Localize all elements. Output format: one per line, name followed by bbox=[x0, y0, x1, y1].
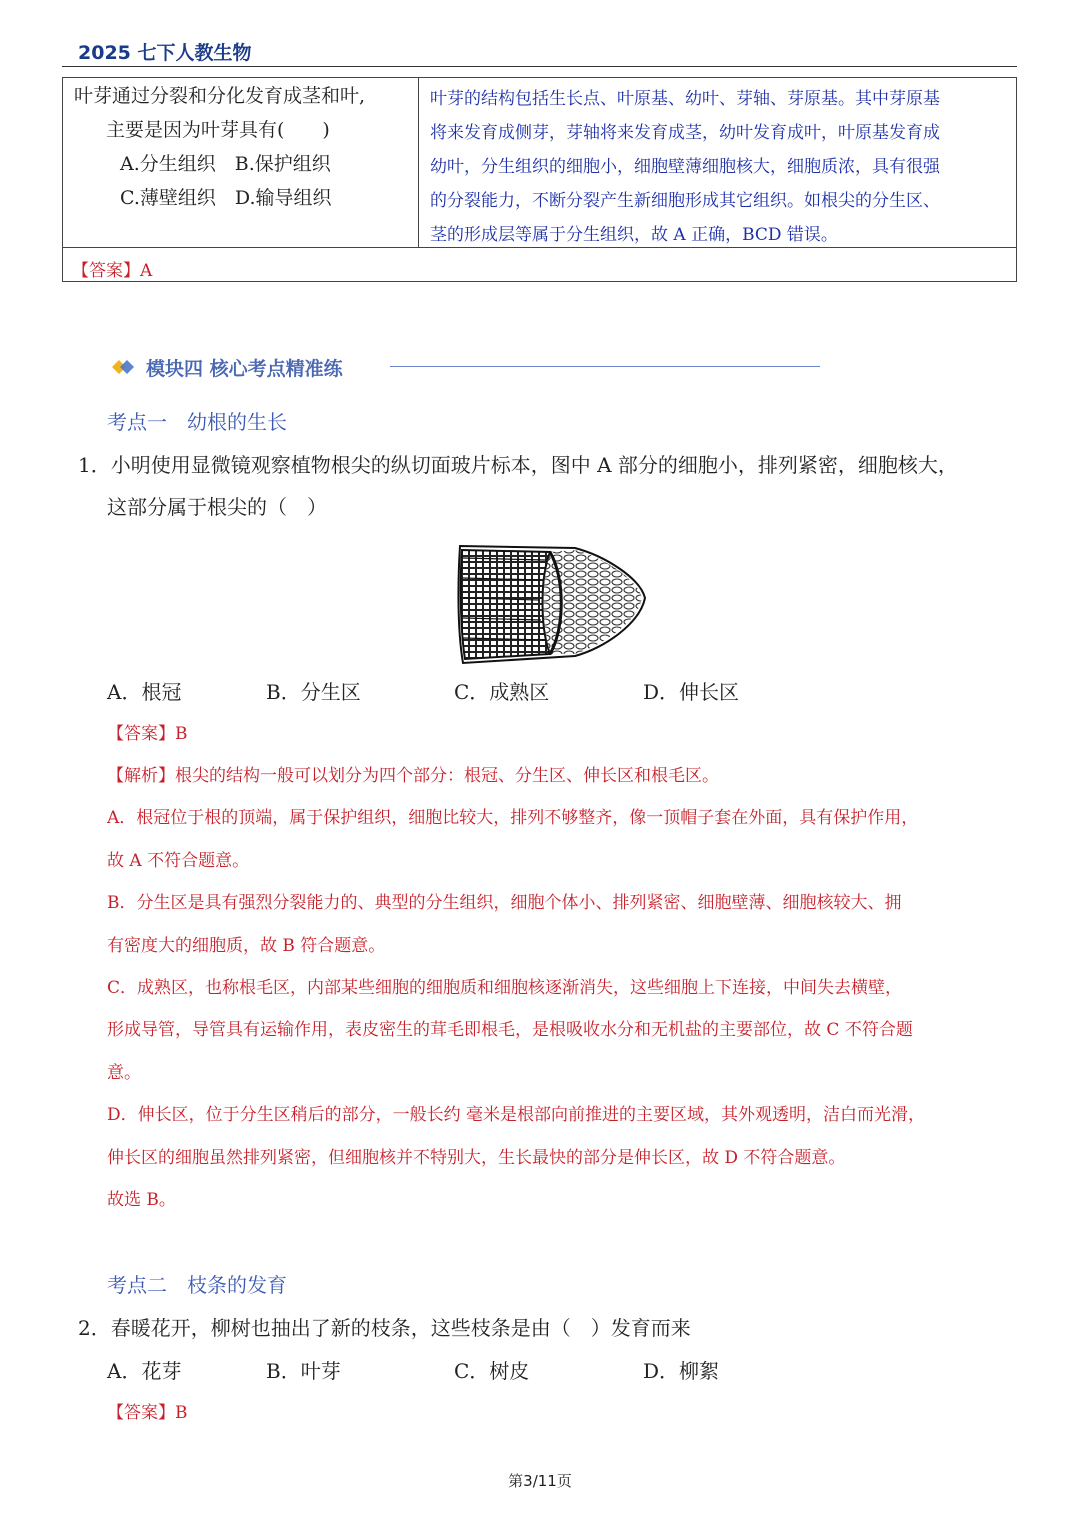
table-explanation-line-1: 叶芽的结构包括生长点、叶原基、幼叶、芽轴、芽原基。其中芽原基 bbox=[430, 89, 940, 109]
q1-explanation-line-6: C．成熟区，也称根毛区，内部某些细胞的细胞质和细胞核逐渐消失，这些细胞上下连接，中间失去横壁， bbox=[107, 978, 903, 998]
q2-answer: 【答案】B bbox=[107, 1403, 188, 1423]
table-option-line-2: C.薄壁组织 D.输导组织 bbox=[120, 187, 332, 209]
table-answer: 【答案】A bbox=[72, 261, 153, 281]
q1-explanation-line-9: D．伸长区，位于分生区稍后的部分，一般长约 毫米是根部向前推进的主要区域，其外观透明，洁白而光滑， bbox=[107, 1105, 926, 1125]
table-explanation-line-2: 将来发育成侧芽，芽轴将来发育成茎，幼叶发育成叶，叶原基发育成 bbox=[430, 123, 940, 143]
table-option-line-1: A.分生组织 B.保护组织 bbox=[120, 153, 331, 175]
q1-explanation-line-5: 有密度大的细胞质，故 B 符合题意。 bbox=[107, 936, 386, 956]
q1-explanation-line-7: 形成导管，导管具有运输作用，表皮密生的茸毛即根毛，是根吸收水分和无机盐的主要部位，故 C 不符合题 bbox=[107, 1020, 913, 1040]
page-number: 第3/11页 bbox=[508, 1472, 572, 1490]
table-explanation-line-5: 茎的形成层等属于分生组织，故 A 正确，BCD 错误。 bbox=[430, 225, 838, 245]
q1-option-b: B．分生区 bbox=[266, 680, 361, 704]
q1-explanation-line-8: 意。 bbox=[107, 1063, 141, 1083]
table-column-divider bbox=[418, 77, 419, 247]
q1-option-a: A．根冠 bbox=[107, 680, 182, 704]
table-question-line-2: 主要是因为叶芽具有( ) bbox=[106, 119, 330, 141]
q1-explanation-line-2: A．根冠位于根的顶端，属于保护组织，细胞比较大，排列不够整齐，像一顶帽子套在外面，具有保护作用， bbox=[107, 808, 919, 828]
q1-explanation-line-3: 故 A 不符合题意。 bbox=[107, 851, 250, 871]
table-question-line-1: 叶芽通过分裂和分化发育成茎和叶, bbox=[74, 85, 366, 107]
q1-answer: 【答案】B bbox=[107, 724, 188, 744]
q1-explanation-line-1: 【解析】根尖的结构一般可以划分为四个部分：根冠、分生区、伸长区和根毛区。 bbox=[107, 766, 719, 786]
question-1-line-2: 这部分属于根尖的（ ） bbox=[107, 495, 327, 519]
kaodian-2-label: 考点二 枝条的发育 bbox=[107, 1273, 287, 1297]
document-header-title: 2025 七下人教生物 bbox=[78, 42, 252, 64]
q2-option-b: B．叶芽 bbox=[266, 1359, 341, 1383]
q1-option-c: C．成熟区 bbox=[454, 680, 550, 704]
section-title: 模块四 核心考点精准练 bbox=[146, 358, 343, 380]
section-title-rule bbox=[390, 366, 820, 367]
root-tip-micrograph bbox=[455, 538, 650, 666]
question-2-line-1: 2．春暖花开，柳树也抽出了新的枝条，这些枝条是由（ ）发育而来 bbox=[78, 1316, 691, 1340]
question-1-line-1: 1．小明使用显微镜观察植物根尖的纵切面玻片标本，图中 A 部分的细胞小，排列紧密，细胞核大， bbox=[78, 453, 958, 477]
table-row-divider bbox=[62, 247, 1017, 248]
table-explanation-line-4: 的分裂能力，不断分裂产生新细胞形成其它组织。如根尖的分生区、 bbox=[430, 191, 940, 211]
q2-option-a: A．花芽 bbox=[107, 1359, 182, 1383]
q1-explanation-line-4: B．分生区是具有强烈分裂能力的、典型的分生组织，细胞个体小、排列紧密、细胞壁薄、细胞核较大、拥 bbox=[107, 893, 902, 913]
q2-option-d: D．柳絮 bbox=[643, 1359, 720, 1383]
q1-explanation-line-10: 伸长区的细胞虽然排列紧密，但细胞核并不特别大，生长最快的部分是伸长区，故 D 不符合题意。 bbox=[107, 1148, 846, 1168]
q1-option-d: D．伸长区 bbox=[643, 680, 740, 704]
header-divider bbox=[62, 66, 1017, 67]
kaodian-1-label: 考点一 幼根的生长 bbox=[107, 410, 287, 434]
diamond-icon bbox=[110, 356, 136, 378]
q1-explanation-line-11: 故选 B。 bbox=[107, 1190, 176, 1210]
q2-option-c: C．树皮 bbox=[454, 1359, 530, 1383]
table-explanation-line-3: 幼叶，分生组织的细胞小，细胞壁薄细胞核大，细胞质浓，具有很强 bbox=[430, 157, 940, 177]
